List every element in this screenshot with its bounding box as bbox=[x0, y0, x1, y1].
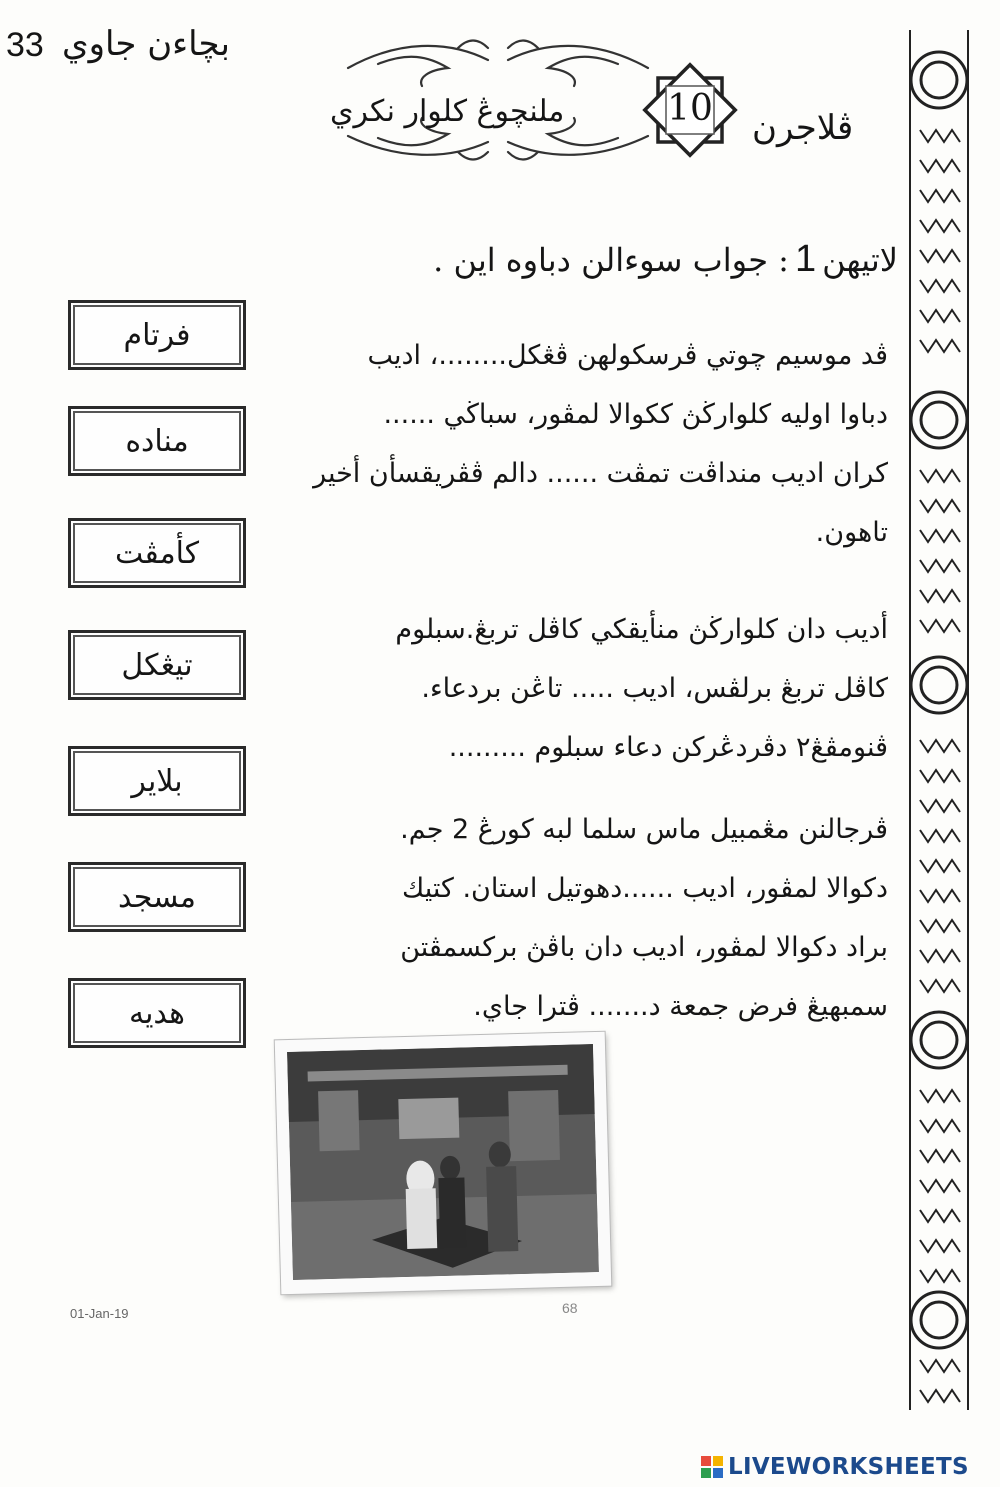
liveworksheets-logo-icon bbox=[700, 1455, 724, 1479]
section-title: ملنچوڠ كلوار نكري bbox=[330, 94, 565, 129]
liveworksheets-logo bbox=[700, 1452, 969, 1482]
word-box-5[interactable]: بلاير bbox=[68, 746, 246, 816]
exercise-prefix: لاتيهن bbox=[822, 241, 898, 279]
word-box-7[interactable]: هديه bbox=[68, 978, 246, 1048]
paragraph-2 bbox=[298, 600, 888, 777]
paragraph-line: أديب دان كلوارڬڽ منأيقكي كاڤل تربڠ.سبلوم bbox=[395, 614, 888, 645]
paragraph-line: براد دكوالا لمڤور، اديب دان باڤڽ بركسمڤتن bbox=[400, 932, 888, 963]
airport-photo-frame bbox=[275, 1032, 612, 1295]
paragraph-line: كران اديب منداڤت تمڤت ...... دالم ڤڤريقسأن أخير bbox=[313, 458, 888, 489]
paragraph-1 bbox=[298, 326, 888, 562]
word-box-4[interactable]: تيڠكل bbox=[68, 630, 246, 700]
paragraph-line: ڤد موسيم چوتي ڤرسكولهن ڤڠكل........، اديب bbox=[367, 340, 888, 371]
word-box-3[interactable]: كأمڤت bbox=[68, 518, 246, 588]
lesson-label: ڤلاجرن bbox=[752, 108, 854, 148]
footer-page-number: 68 bbox=[562, 1300, 578, 1316]
paragraph-line: دكوالا لمڤور، اديب ......دهوتيل استان. كتيك bbox=[401, 873, 888, 904]
lesson-number: 10 bbox=[667, 88, 713, 129]
paragraph-line: تاهون. bbox=[815, 517, 888, 548]
paragraph-line: كاڤل تربڠ برلڤس، اديب ..... تاڠن بردعاء. bbox=[421, 673, 888, 704]
paragraph-line: دباوا اوليه كلوارڬڽ ككوالا لمڤور، سباڬي ...... bbox=[383, 399, 888, 430]
liveworksheets-text: LIVEWORKSHEETS bbox=[728, 1454, 969, 1480]
paragraph-line: سمبهيڠ فرض جمعة د....... ڤترا جاي. bbox=[473, 991, 888, 1022]
footer-date: 01-Jan-19 bbox=[70, 1306, 129, 1321]
word-box-1[interactable]: فرتام bbox=[68, 300, 246, 370]
paragraph-line: ڤنومڤڠ٢ دڤردڠركن دعاء سبلوم ......... bbox=[448, 732, 888, 763]
decorative-border-icon bbox=[900, 30, 978, 1410]
word-box-2[interactable]: مناده bbox=[68, 406, 246, 476]
airport-photo-image bbox=[287, 1044, 599, 1280]
corner-page-number: 33 bbox=[6, 26, 44, 64]
paragraph-3 bbox=[298, 800, 888, 1036]
exercise-heading bbox=[433, 238, 898, 281]
book-title: بچاءن جاوي bbox=[62, 24, 230, 64]
exercise-instruction: : جواب سوءالن دباوه اين . bbox=[433, 241, 789, 279]
paragraph-line: ڤرجالنن مڠمبيل ماس سلما لبه كورڠ 2 جم. bbox=[400, 814, 888, 845]
word-box-6[interactable]: مسجد bbox=[68, 862, 246, 932]
exercise-number: 1 bbox=[794, 238, 817, 280]
